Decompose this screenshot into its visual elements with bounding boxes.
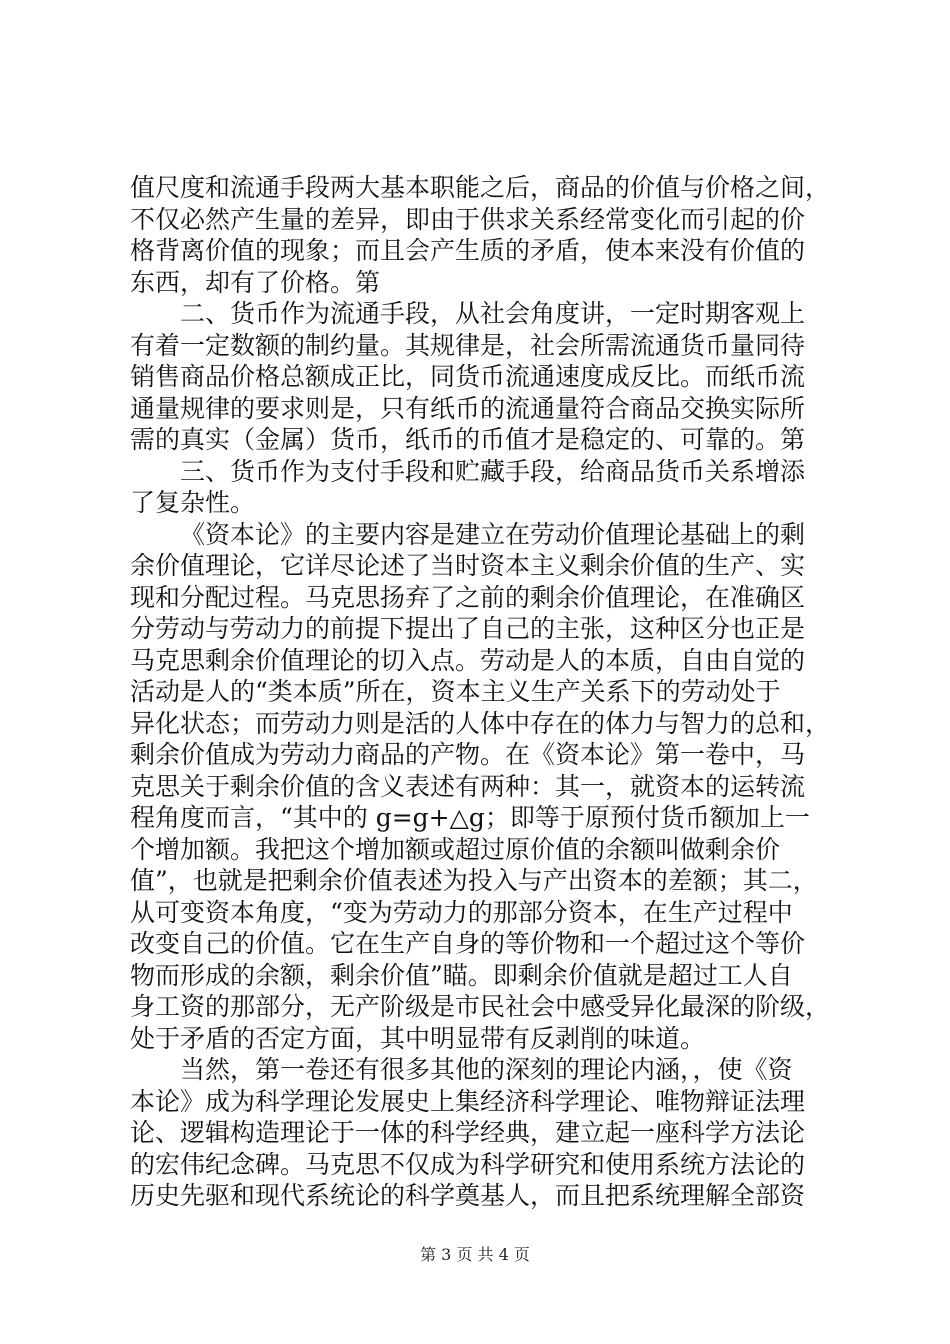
text-line: 的宏伟纪念碑。马克思不仅成为科学研究和使用系统方法论的 (130, 1149, 806, 1179)
text-line: 活动是人的“类本质”所在，资本主义生产关系下的劳动处于 (130, 677, 781, 706)
text-line: 现和分配过程。马克思扬弃了之前的剩余价值理论，在准确区 (130, 582, 806, 612)
text-line: 改变自己的价值。它在生产自身的等价物和一个超过这个等价 (130, 929, 806, 958)
text-line: 通量规律的要求则是，只有纸币的流通量符合商品交换实际所 (130, 393, 806, 423)
text-line: 异化状态；而劳动力则是活的人体中存在的体力与智力的总和， (130, 708, 831, 738)
text-line: 东西，却有了价格。第 (130, 267, 381, 297)
text-line: 从可变资本角度，“变为劳动力的那部分资本，在生产过程中 (130, 897, 793, 927)
text-line: 余价值理论，它详尽论述了当时资本主义剩余价值的生产、实 (130, 551, 806, 580)
paragraph-start-line: 二、货币作为流通手段，从社会角度讲，一定时期客观上 (180, 299, 806, 328)
text-line: 处于矛盾的否定方面，其中明显带有反剥削的味道。 (130, 1023, 706, 1053)
text-line: 值”，也就是把剩余价值表述为投入与产出资本的差额；其二， (130, 866, 818, 895)
paragraph-start-line: 《资本论》的主要内容是建立在劳动价值理论基础上的剩 (180, 519, 806, 549)
paragraph-start-line: 当然，第一卷还有很多其他的深刻的理论内涵，，使《资 (180, 1055, 793, 1084)
paragraph-start-line: 三、货币作为支付手段和贮藏手段，给商品货币关系增添 (180, 456, 806, 486)
text-line: 销售商品价格总额成正比，同货币流通速度成反比。而纸币流 (130, 362, 806, 391)
text-line: 格背离价值的现象；而且会产生质的矛盾，使本来没有价值的 (130, 236, 806, 265)
text-line: 有着一定数额的制约量。其规律是，社会所需流通货币量同待 (130, 330, 806, 360)
page-number-footer: 第 3 页 共 4 页 (420, 1245, 530, 1264)
text-line: 历史先驱和现代系统论的科学奠基人，而且把系统理解全部资 (130, 1181, 806, 1210)
text-line: 马克思剩余价值理论的切入点。劳动是人的本质，自由自觉的 (130, 645, 806, 675)
text-line: 程角度而言，“其中的 g=g+△g；即等于原预付货币额加上一 (130, 803, 810, 832)
text-line: 不仅必然产生量的差异，即由于供求关系经常变化而引起的价 (130, 204, 806, 234)
body-text (130, 172, 830, 1212)
text-line: 克思关于剩余价值的含义表述有两种：其一，就资本的运转流 (130, 771, 806, 801)
text-line: 值尺度和流通手段两大基本职能之后，商品的价值与价格之间， (130, 173, 831, 202)
text-line: 需的真实（金属）货币，纸币的币值才是稳定的、可靠的。第 (130, 425, 806, 454)
text-line: 论、逻辑构造理论于一体的科学经典，建立起一座科学方法论 (130, 1118, 806, 1147)
text-line: 本论》成为科学理论发展史上集经济科学理论、唯物辩证法理 (130, 1086, 806, 1116)
text-line: 分劳动与劳动力的前提下提出了自己的主张，这种区分也正是 (130, 614, 806, 643)
text-line: 物而形成的余额，剩余价值”瞄。即剩余价值就是超过工人自 (130, 960, 793, 990)
text-line: 剩余价值成为劳动力商品的产物。在《资本论》第一卷中，马 (130, 740, 806, 769)
text-line: 了复杂性。 (130, 488, 256, 517)
text-line: 个增加额。我把这个增加额或超过原价值的余额叫做剩余价 (130, 834, 781, 864)
text-line: 身工资的那部分，无产阶级是市民社会中感受异化最深的阶级， (130, 992, 831, 1021)
